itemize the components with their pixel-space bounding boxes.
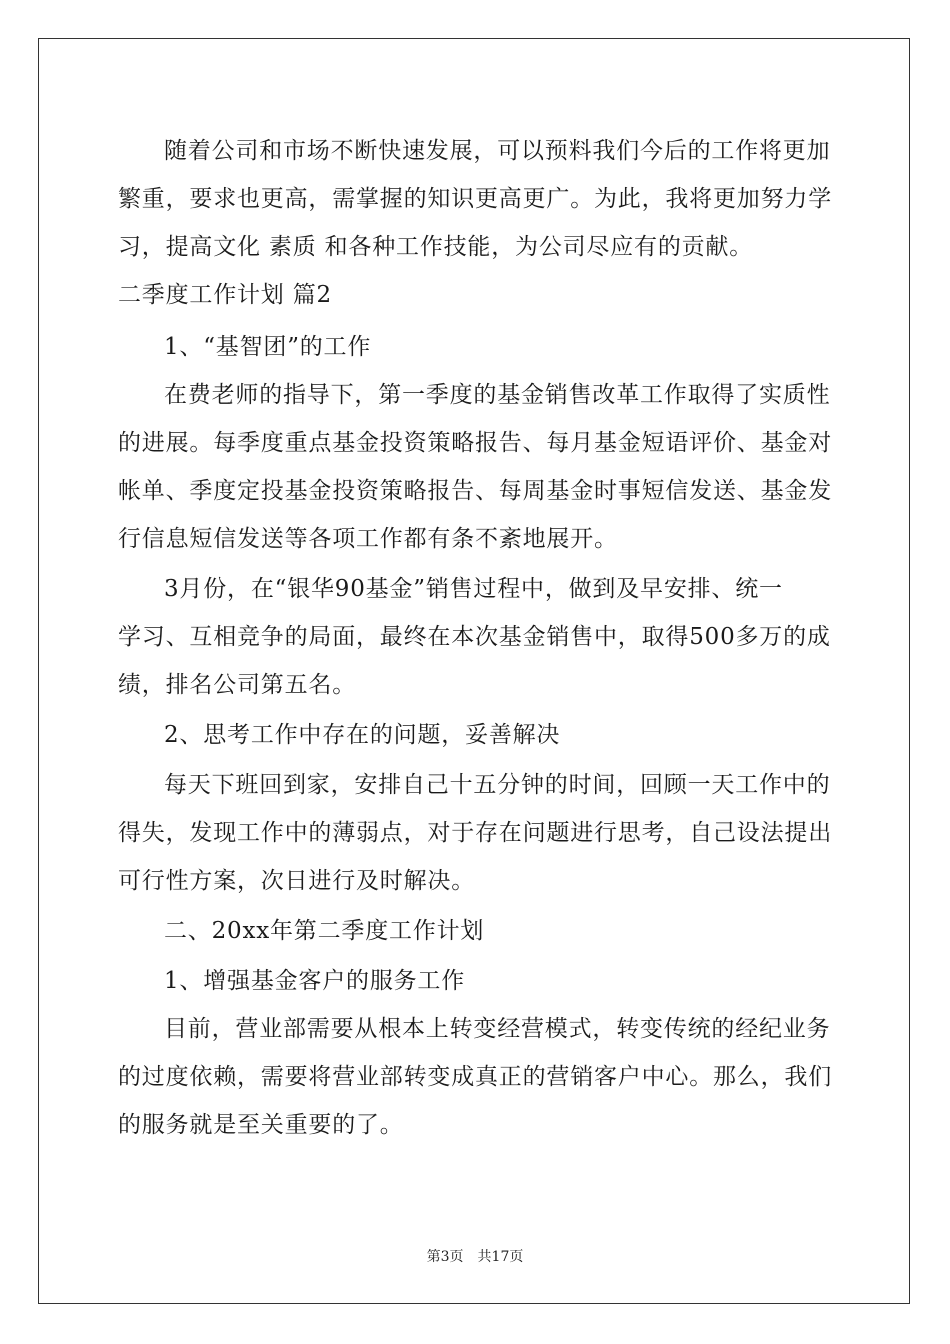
paragraph-line: 随着公司和市场不断快速发展，可以预料我们今后的工作将更加 — [164, 138, 831, 164]
page-number: 第3页 — [426, 1249, 464, 1265]
paragraph-line: 得失，发现工作中的薄弱点，对于存在问题进行思考，自己设法提出 — [118, 820, 832, 846]
paragraph-line: 可行性方案，次日进行及时解决。 — [118, 868, 475, 894]
subheading: 2、思考工作中存在的问题，妥善解决 — [164, 722, 561, 748]
paragraph-line: 在费老师的指导下，第一季度的基金销售改革工作取得了实质性 — [164, 382, 831, 408]
section-heading: 二季度工作计划 篇2 — [118, 282, 332, 308]
paragraph-line: 的服务就是至关重要的了。 — [118, 1112, 404, 1138]
paragraph-line: 行信息短信发送等各项工作都有条不紊地展开。 — [118, 526, 618, 552]
subheading: 二、20xx年第二季度工作计划 — [164, 918, 485, 944]
page-footer — [0, 1246, 950, 1266]
paragraph-line: 目前，营业部需要从根本上转变经营模式，转变传统的经纪业务 — [164, 1016, 831, 1042]
page-total: 共17页 — [477, 1249, 524, 1265]
paragraph-line: 习，提高文化 素质 和各种工作技能，为公司尽应有的贡献。 — [118, 234, 754, 260]
paragraph-line: 的过度依赖，需要将营业部转变成真正的营销客户中心。那么，我们 — [118, 1064, 832, 1090]
subheading: 1、“基智团”的工作 — [164, 334, 372, 360]
paragraph-line: 繁重，要求也更高，需掌握的知识更高更广。为此，我将更加努力学 — [118, 186, 832, 212]
subheading: 1、增强基金客户的服务工作 — [164, 968, 466, 994]
paragraph-line: 每天下班回到家，安排自己十五分钟的时间，回顾一天工作中的 — [164, 772, 831, 798]
paragraph-line: 的进展。每季度重点基金投资策略报告、每月基金短语评价、基金对 — [118, 430, 832, 456]
paragraph-line: 3月份，在“银华90基金”销售过程中，做到及早安排、统一 — [164, 576, 783, 602]
paragraph-line: 帐单、季度定投基金投资策略报告、每周基金时事短信发送、基金发 — [118, 478, 832, 504]
paragraph-line: 学习、互相竞争的局面，最终在本次基金销售中，取得500多万的成 — [118, 624, 831, 650]
paragraph-line: 绩，排名公司第五名。 — [118, 672, 356, 698]
